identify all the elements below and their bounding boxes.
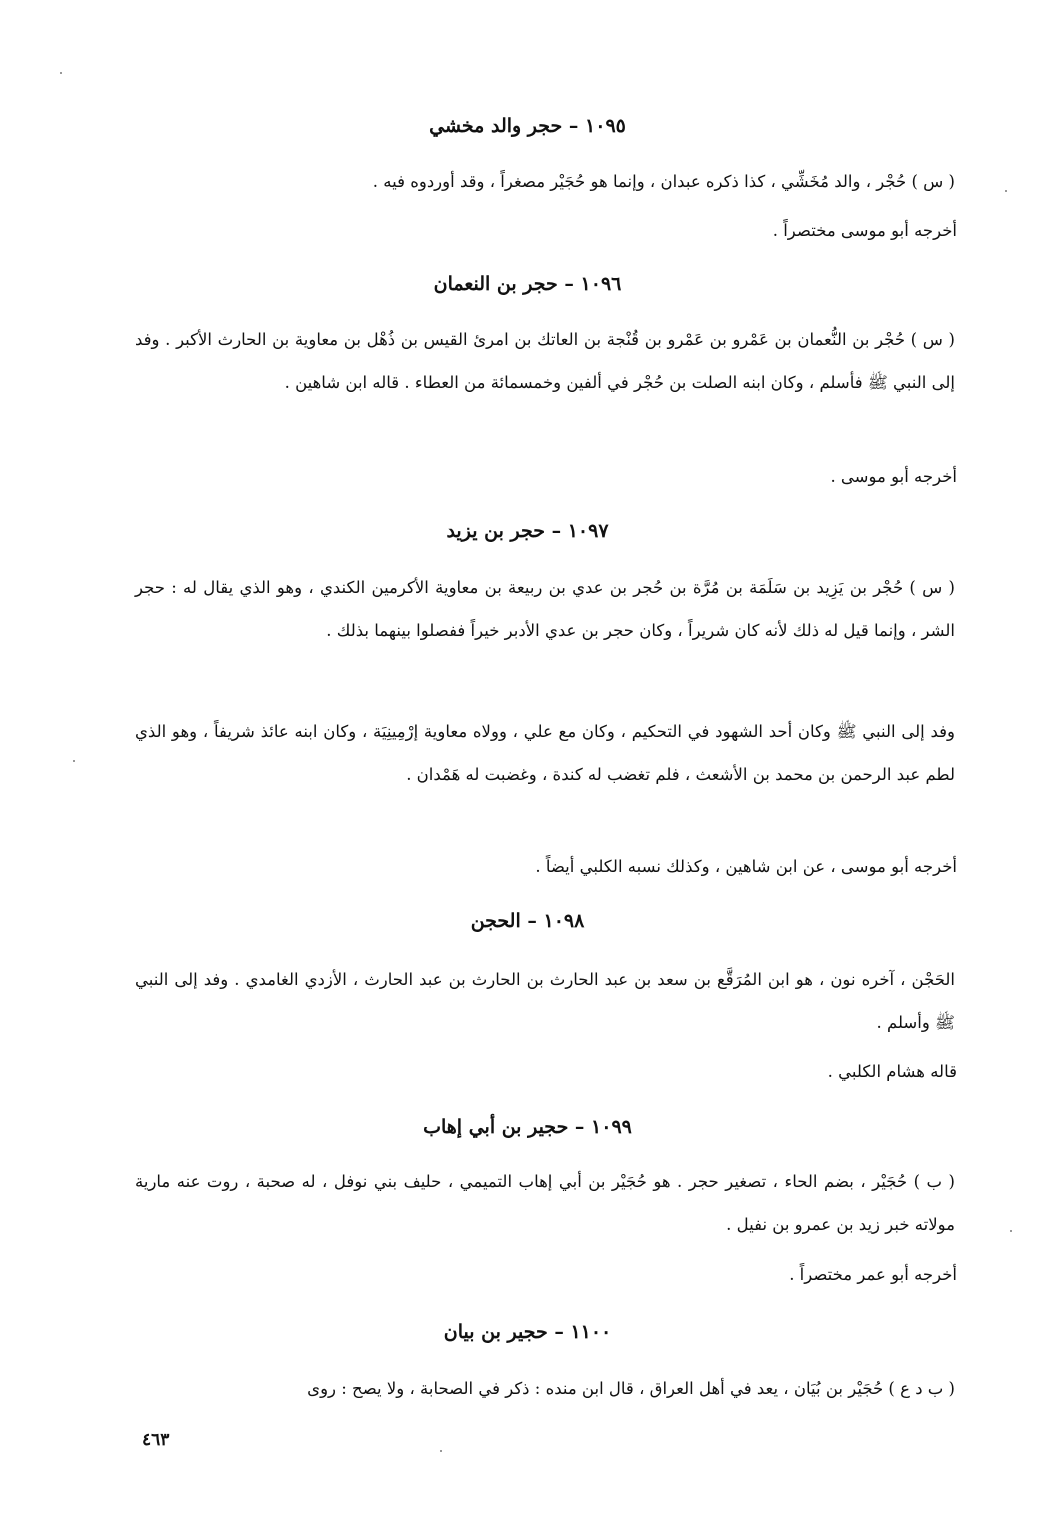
- entry-heading: ١٠٩٥ – حجر والد مخشي: [429, 115, 626, 137]
- entry-source-line: أخرجه أبو موسى .: [830, 467, 957, 486]
- entry-heading: ١١٠٠ – حجير بن بيان: [443, 1321, 612, 1343]
- scan-speck: [1005, 190, 1007, 192]
- entry-heading: ١٠٩٩ – حجير بن أبي إهاب: [423, 1116, 632, 1138]
- entry-source-line: قاله هشام الكلبي .: [827, 1062, 957, 1081]
- entry-source-line: أخرجه أبو عمر مختصراً .: [789, 1265, 957, 1284]
- entry-heading: ١٠٩٦ – حجر بن النعمان: [433, 273, 622, 295]
- entry-heading: ١٠٩٧ – حجر بن يزيد: [446, 520, 609, 542]
- entry-paragraph: وفد إلى النبي ﷺ وكان أحد الشهود في التحكيم ، وكان مع علي ، وولاه معاوية إرْمِينِيَة ، وكان ابنه عائذ شريفاً ، وهو الذي لطم عبد الرحمن بن محمد بن الأشعث ، فلم تغضب له كندة ، وغضبت له هَمْدان .: [135, 722, 955, 784]
- entry-paragraph: الحَجْن ، آخره نون ، هو ابن المُرَقَّع بن سعد بن عبد الحارث بن الحارث بن عبد الحارث ، الأزدي الغامدي . وفد إلى النبي ﷺ وأسلم .: [135, 970, 955, 1032]
- entry-source-line: أخرجه أبو موسى ، عن ابن شاهين ، وكذلك نسبه الكلبي أيضاً .: [535, 857, 957, 876]
- scan-speck: [440, 1450, 442, 1452]
- scan-speck: [73, 760, 75, 762]
- page-number: ٤٦٣: [142, 1430, 170, 1450]
- entry-source-line: أخرجه أبو موسى مختصراً .: [772, 221, 957, 240]
- entry-heading: ١٠٩٨ – الحجن: [470, 910, 585, 932]
- entry-paragraph: ( ب د ع ) حُجَيْر بن بُيَان ، يعد في أهل العراق ، قال ابن منده : ذكر في الصحابة ، ولا يصح : روى: [307, 1379, 955, 1398]
- entry-paragraph: ( ب ) حُجَيْر ، بضم الحاء ، تصغير حجر . هو حُجَيْر بن أبي إهاب التميمي ، حليف بني نوفل ، له صحبة ، روت عنه مارية مولاته خبر زيد بن عمرو بن نفيل .: [135, 1172, 955, 1234]
- entry-paragraph: ( س ) حُجْر بن النُّعمان بن عَمْرو بن عَمْرو بن قُنْجة بن العاتك بن امرئ القيس بن ذُهْل بن معاوية بن الحارث الأكبر . وفد إلى النبي ﷺ فأسلم ، وكان ابنه الصلت بن حُجْر في ألفين وخمسمائة من العطاء . قاله ابن شاهين .: [135, 330, 955, 392]
- scan-speck: [1010, 1230, 1012, 1232]
- scan-speck: [60, 72, 62, 74]
- entry-paragraph: ( س ) حُجْر ، والد مُخَشِّي ، كذا ذكره عبدان ، وإنما هو حُجَيْر مصغراً ، وقد أوردوه فيه .: [372, 172, 955, 191]
- entry-paragraph: ( س ) حُجْر بن يَزِيد بن سَلَمَة بن مُرَّة بن حُجر بن عدي بن ربيعة بن معاوية الأكرمين الكندي ، وهو الذي يقال له : حجر الشر ، وإنما قيل له ذلك لأنه كان شريراً ، وكان حجر بن عدي الأدبر خيراً ففصلوا بينهما بذلك .: [135, 578, 955, 640]
